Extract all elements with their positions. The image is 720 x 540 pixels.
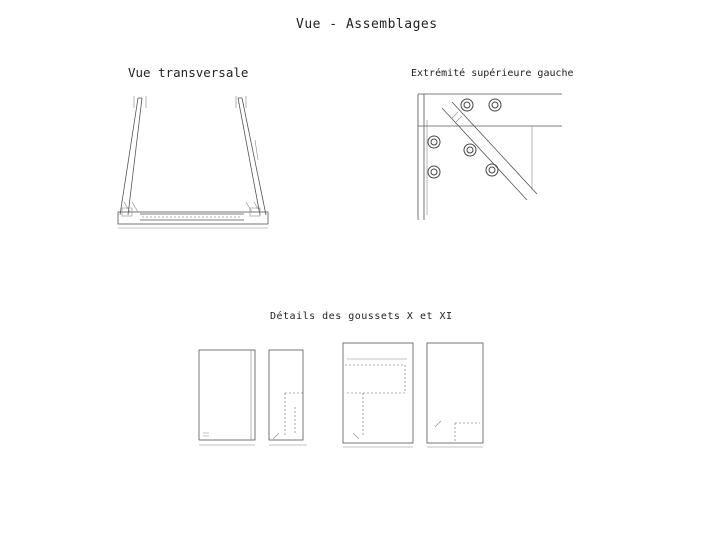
transverse-view-label: Vue transversale <box>128 65 249 80</box>
upper-left-end-label: Extrémité supérieure gauche <box>411 68 574 79</box>
upper-left-end-drawing <box>412 90 562 220</box>
transverse-view-drawing <box>110 90 280 235</box>
gusset-details-drawing <box>195 335 495 460</box>
gusset-details-label: Détails des goussets X et XI <box>270 311 453 322</box>
page-title: Vue - Assemblages <box>296 17 438 32</box>
